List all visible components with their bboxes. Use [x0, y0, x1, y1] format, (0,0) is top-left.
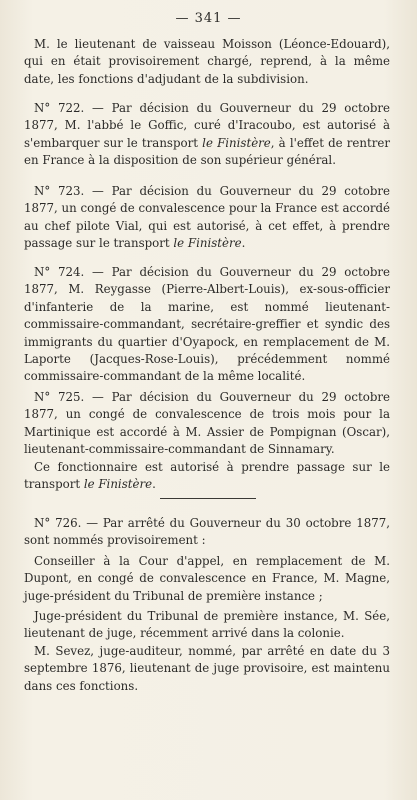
entry-726-item-2: Juge-président du Tribunal de première instance, M. Sée, lieutenant de juge, récemment arrivé dans la colonie.: [24, 609, 390, 641]
entry-722-text-before: N° 722. — Par décision du Gouverneur du 29 octobre 1877, M. l'abbé le Goffic, curé d'Iracoubo, est autorisé à s'embarquer sur le transport: [24, 101, 390, 150]
entry-722: [24, 100, 390, 170]
entry-722-text: [24, 100, 390, 170]
entry-726-item-1: Conseiller à la Cour d'appel, en remplacement de M. Dupont, en congé de convalescence en France, M. Magne, juge-président du Tribunal de première instance ;: [24, 553, 390, 603]
entry-726-item-3: M. Sevez, juge-auditeur, nommé, par arrêté en date du 3 septembre 1876, lieutenant de juge provisoire, est maintenu dans ces fonctions.: [24, 643, 390, 693]
entry-725-note-after: .: [152, 477, 156, 492]
entry-723: [24, 183, 390, 253]
entry-722-ship: le Finistère: [202, 135, 271, 150]
entry-724-text: N° 724. — Par décision du Gouverneur du 29 octobre 1877, M. Reygasse (Pierre-Albert-Louis), ex-sous-officier d'infanterie de la marine, est nommé lieutenant-commissaire-commandant, secrétaire-greffier et syndic des immigrants du quartier d'Oyapock, en remplacement de M. Laporte (Jacques-Rose-Louis), précédemment nommé commissaire-commandant de la même localité.: [24, 265, 390, 384]
entry-723-text-after: .: [241, 236, 246, 251]
entry-725-note-ship: le Finistère: [83, 477, 153, 492]
entry-723-text-before: N° 723. — Par décision du Gouverneur du 29 cotobre 1877, un congé de convalescence pour la France est accordé au chef pilote Vial, qui est autorisé, à cet effet, à prendre passage sur le transport: [24, 184, 390, 251]
entry-726-heading: N° 726. — Par arrêté du Gouverneur du 30 octobre 1877, sont nommés provisoirement :: [24, 516, 390, 548]
intro-paragraph: [24, 36, 390, 88]
entry-723-ship: le Finistère: [173, 236, 242, 251]
entry-725: [24, 389, 390, 493]
entry-725-note-before: Ce fonctionnaire est autorisé à prendre passage sur le transport: [24, 459, 390, 492]
entry-722-text-after: , à l'effet de rentrer en France à la disposition de son supérieur général.: [24, 135, 390, 168]
entry-724: [24, 264, 390, 386]
entry-723-text: [24, 183, 390, 253]
page-number: — 341 —: [175, 11, 242, 26]
intro-text: M. le lieutenant de vaisseau Moisson (Léonce-Edouard), qui en était provisoirement chargé, reprend, à la même date, les fonctions d'adjudant de la subdivision.: [24, 37, 390, 86]
entry-725-note: [24, 459, 390, 494]
entry-725-text: N° 725. — Par décision du Gouverneur du 29 octobre 1877, un congé de convalescence de trois mois pour la Martinique est accordé à M. Assier de Pompignan (Oscar), lieutenant-commissaire-commandant de Sinnamary.: [24, 390, 390, 457]
section-divider: [160, 498, 256, 499]
entry-726: [24, 515, 390, 695]
